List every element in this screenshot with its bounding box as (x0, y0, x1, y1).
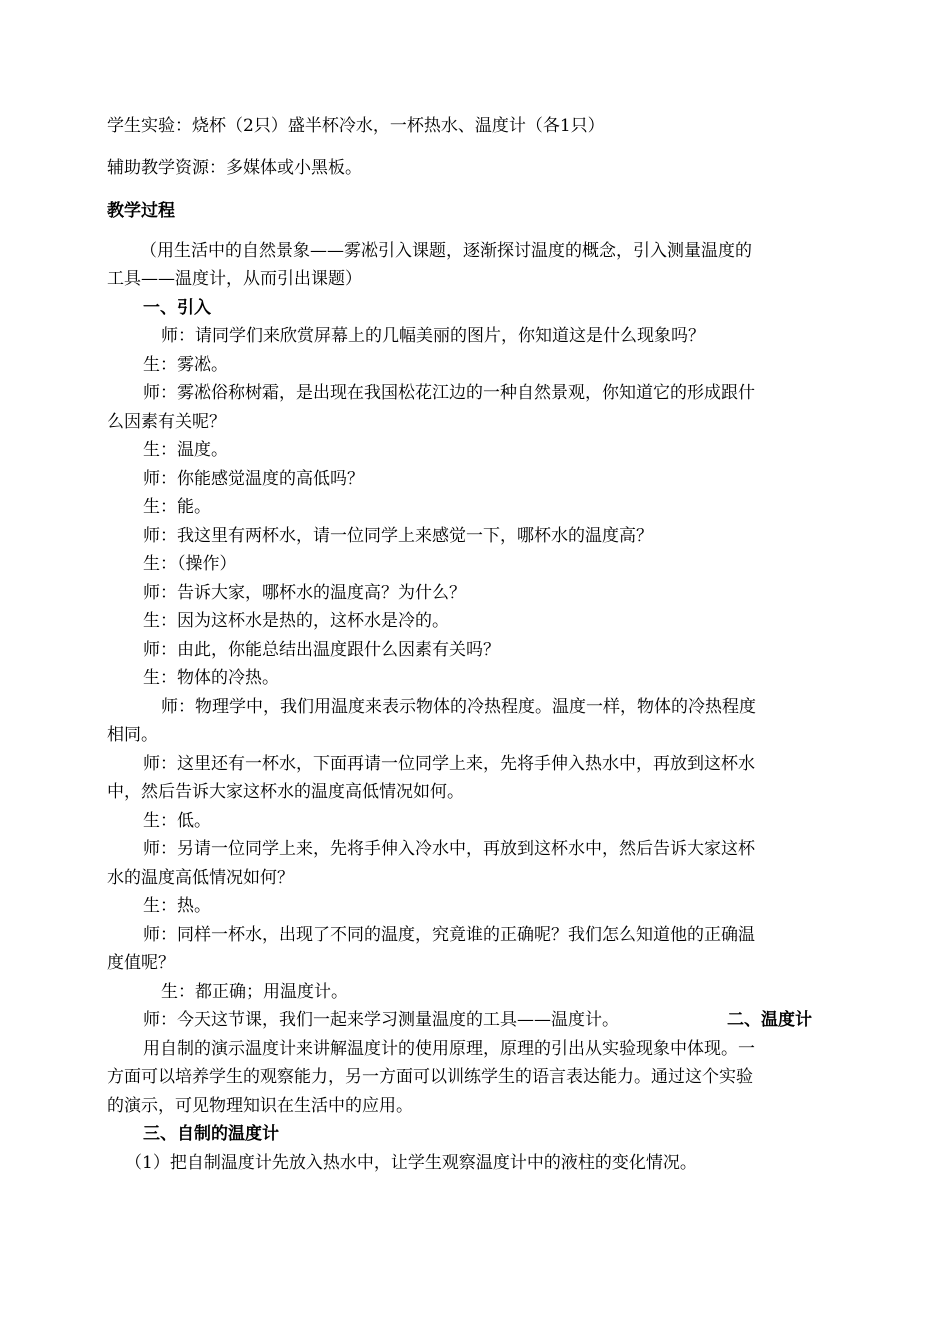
resources-line: 辅助教学资源：多媒体或小黑板。 (107, 158, 362, 178)
paragraph-line: 工具——温度计，从而引出课题） (107, 269, 362, 289)
dialogue-line: 中，然后告诉大家这杯水的温度高低情况如何。 (107, 782, 464, 802)
paragraph-line: 用自制的演示温度计来讲解温度计的使用原理，原理的引出从实验现象中体现。一 (143, 1039, 755, 1059)
dialogue-line: 师：物理学中，我们用温度来表示物体的冷热程度。温度一样，物体的冷热程度 (161, 697, 756, 717)
dialogue-line: 生：都正确；用温度计。 (161, 982, 348, 1002)
dialogue-line: 生：物体的冷热。 (143, 668, 279, 688)
dialogue-line: 生：低。 (143, 811, 211, 831)
dialogue-line: 生：（操作） (143, 554, 237, 574)
dialogue-line: 生：热。 (143, 896, 211, 916)
dialogue-line: 师：告诉大家，哪杯水的温度高？为什么？ (143, 583, 466, 603)
dialogue-line: 相同。 (107, 725, 158, 745)
dialogue-line: 生：温度。 (143, 440, 228, 460)
dialogue-line: 师：今天这节课，我们一起来学习测量温度的工具——温度计。 (143, 1010, 619, 1030)
heading-introduction: 一、引入 (143, 298, 211, 318)
dialogue-line: 生：因为这杯水是热的，这杯水是冷的。 (143, 611, 449, 631)
dialogue-line: 生：雾凇。 (143, 355, 228, 375)
heading-homemade-thermometer: 三、自制的温度计 (143, 1124, 279, 1144)
materials-line: 学生实验：烧杯（2只）盛半杯冷水，一杯热水、温度计（各1只） (107, 116, 605, 136)
paragraph-line: 的演示，可见物理知识在生活中的应用。 (107, 1096, 413, 1116)
dialogue-line: 师：另请一位同学上来，先将手伸入冷水中，再放到这杯水中，然后告诉大家这杯 (143, 839, 755, 859)
dialogue-line: 么因素有关呢？ (107, 412, 226, 432)
section-heading-process: 教学过程 (107, 201, 175, 221)
dialogue-line: 师：雾凇俗称树霜，是出现在我国松花江边的一种自然景观，你知道它的形成跟什 (143, 383, 755, 403)
heading-thermometer: 二、温度计 (727, 1010, 812, 1030)
paragraph-line: （用生活中的自然景象——雾凇引入课题，逐渐探讨温度的概念，引入测量温度的 (140, 241, 752, 261)
dialogue-line: 师：你能感觉温度的高低吗？ (143, 469, 364, 489)
dialogue-line: 度值呢？ (107, 953, 175, 973)
dialogue-line: 师：同样一杯水，出现了不同的温度，究竟谁的正确呢？我们怎么知道他的正确温 (143, 925, 755, 945)
dialogue-line: 师：由此，你能总结出温度跟什么因素有关吗？ (143, 640, 500, 660)
dialogue-line: 水的温度高低情况如何？ (107, 868, 294, 888)
paragraph-line: 方面可以培养学生的观察能力，另一方面可以训练学生的语言表达能力。通过这个实验 (107, 1067, 753, 1087)
dialogue-line: 师：这里还有一杯水，下面再请一位同学上来，先将手伸入热水中，再放到这杯水 (143, 754, 755, 774)
dialogue-line: 师：我这里有两杯水，请一位同学上来感觉一下，哪杯水的温度高？ (143, 526, 653, 546)
dialogue-line: 师：请同学们来欣赏屏幕上的几幅美丽的图片，你知道这是什么现象吗？ (161, 326, 705, 346)
paragraph-line: （1）把自制温度计先放入热水中，让学生观察温度计中的液柱的变化情况。 (125, 1153, 697, 1173)
dialogue-line: 生：能。 (143, 497, 211, 517)
